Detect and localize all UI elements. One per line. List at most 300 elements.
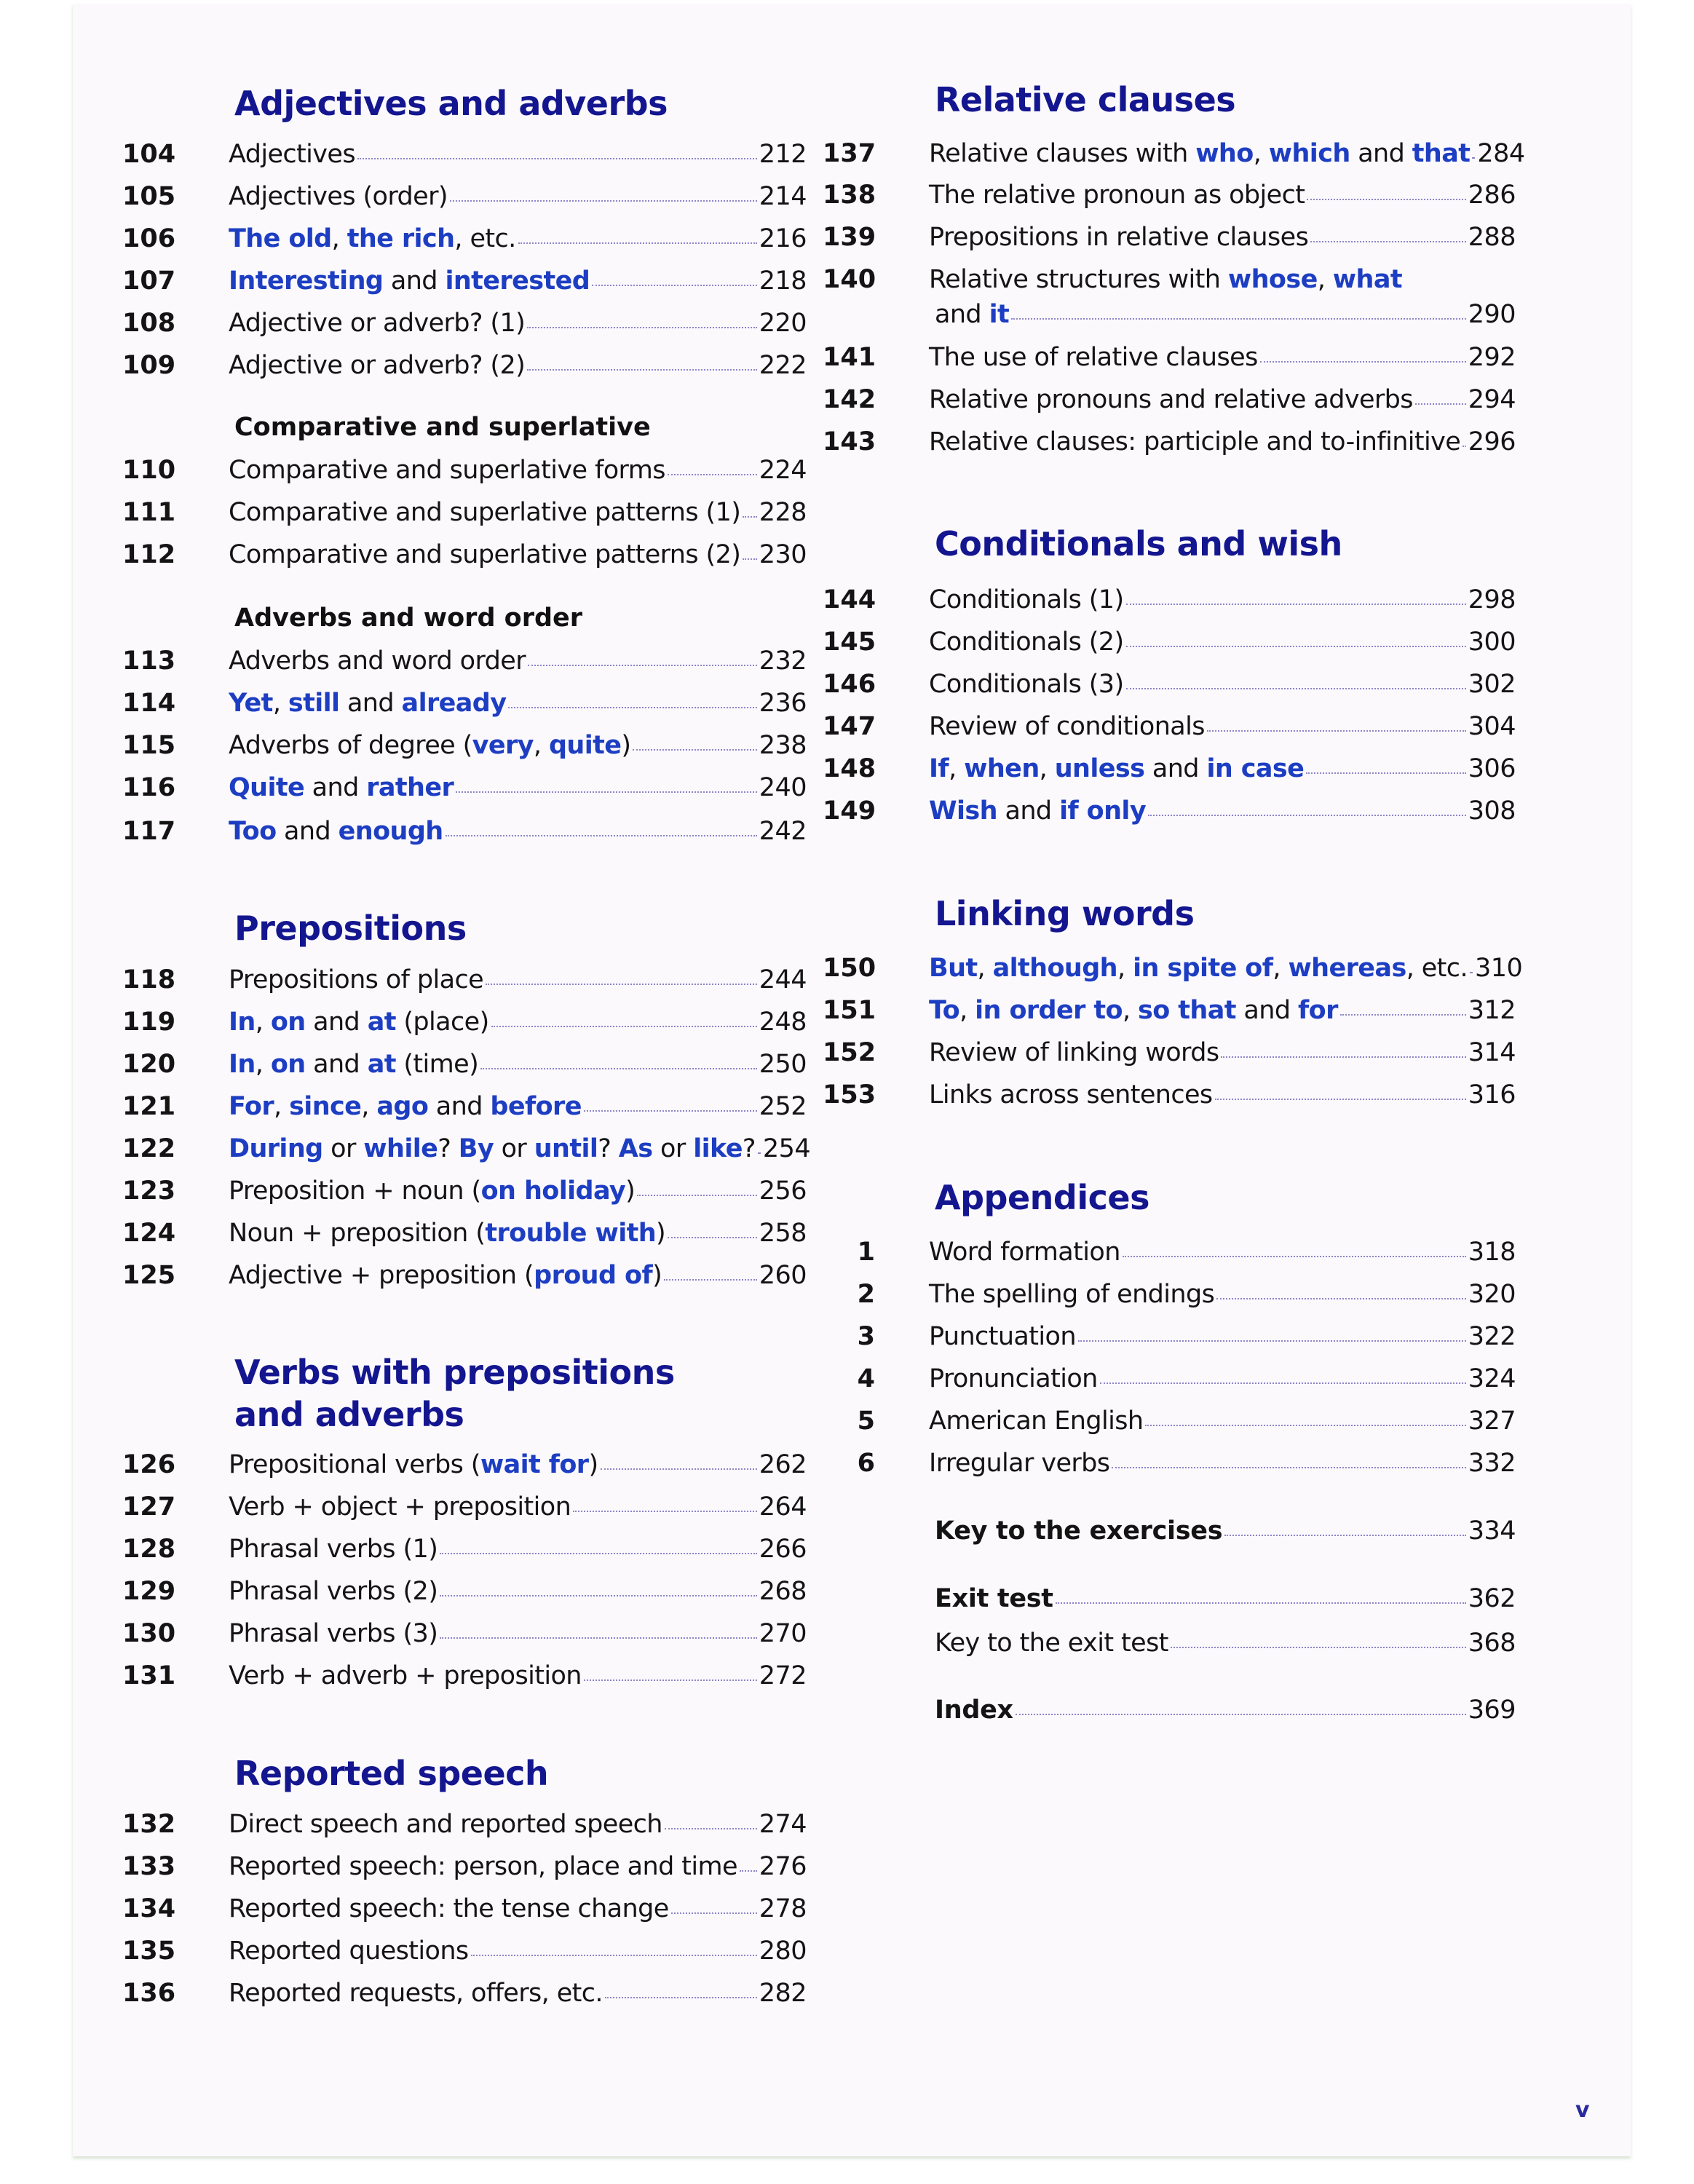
page-reference[interactable]: 302 — [1468, 670, 1516, 699]
keyword-text: very — [472, 731, 534, 760]
title-text: , — [977, 954, 993, 983]
title-text: Phrasal verbs (1) — [229, 1535, 438, 1564]
toc-entry[interactable] — [122, 645, 807, 677]
keyword-text: proud of — [534, 1261, 653, 1290]
unit-number: 147 — [823, 712, 876, 741]
toc-entry[interactable] — [122, 138, 807, 170]
keyword-text: since — [289, 1092, 362, 1121]
dot-leader — [1126, 688, 1466, 689]
page-reference[interactable]: 368 — [1468, 1629, 1516, 1658]
unit-number: 113 — [122, 646, 176, 676]
keyword-text: which — [1268, 139, 1350, 168]
page-reference[interactable]: 327 — [1468, 1406, 1516, 1436]
back-matter-title[interactable]: Key to the exit test — [935, 1629, 1168, 1658]
unit-number: 104 — [122, 140, 176, 169]
title-text: and — [276, 817, 339, 846]
page-reference[interactable]: 248 — [759, 1008, 807, 1037]
unit-title[interactable] — [229, 496, 740, 529]
page-reference[interactable]: 296 — [1468, 427, 1516, 456]
unit-title[interactable] — [229, 1217, 665, 1249]
toc-entry[interactable] — [823, 1405, 1516, 1437]
page-reference[interactable]: 278 — [759, 1894, 807, 1923]
unit-title[interactable] — [229, 138, 355, 170]
title-text: Adjective or adverb? (1) — [229, 309, 526, 338]
toc-entry[interactable] — [122, 1533, 807, 1565]
dot-leader — [1123, 1256, 1466, 1257]
toc-entry[interactable] — [823, 1037, 1516, 1069]
toc-entry[interactable] — [823, 1278, 1516, 1310]
page-reference[interactable]: 218 — [759, 266, 807, 296]
toc-entry[interactable] — [823, 1079, 1516, 1111]
page-reference[interactable]: 272 — [759, 1661, 807, 1690]
page-reference[interactable]: 238 — [759, 731, 807, 760]
unit-number: 139 — [823, 223, 876, 252]
unit-title[interactable] — [929, 221, 1308, 253]
toc-entry[interactable] — [122, 1048, 807, 1080]
toc-entry[interactable] — [823, 1236, 1516, 1268]
page-reference[interactable]: 254 — [762, 1134, 811, 1163]
toc-entry[interactable] — [823, 1363, 1516, 1395]
dot-leader — [743, 516, 756, 518]
toc-entry[interactable] — [823, 1321, 1516, 1353]
title-text: Conditionals (2) — [929, 628, 1124, 657]
unit-title[interactable] — [929, 341, 1258, 373]
title-text: Verb + object + preposition — [229, 1492, 571, 1522]
toc-entry[interactable] — [122, 1491, 807, 1523]
unit-title-continued[interactable] — [935, 298, 1009, 331]
dot-leader — [664, 1279, 757, 1281]
unit-number: 135 — [122, 1936, 176, 1966]
dot-leader — [480, 1068, 757, 1069]
keyword-text: In — [229, 1008, 256, 1037]
back-matter-entry[interactable] — [935, 1627, 1516, 1659]
dot-leader — [605, 1997, 757, 1998]
unit-number: 151 — [823, 996, 876, 1025]
title-text: , — [272, 689, 288, 718]
dot-leader — [1016, 1714, 1466, 1715]
unit-title[interactable] — [929, 584, 1124, 616]
title-text: Prepositions in relative clauses — [929, 223, 1309, 252]
title-text: The spelling of endings — [929, 1280, 1215, 1309]
toc-entry[interactable] — [122, 1808, 807, 1840]
toc-entry[interactable] — [122, 687, 807, 719]
back-matter-entry[interactable] — [935, 1583, 1516, 1615]
unit-title[interactable] — [229, 539, 740, 571]
unit-number: 150 — [823, 954, 876, 983]
keyword-text: whereas — [1288, 954, 1406, 983]
toc-entry[interactable] — [122, 1575, 807, 1607]
page-reference[interactable]: 324 — [1468, 1364, 1516, 1393]
unit-title[interactable] — [929, 711, 1205, 743]
title-text: , — [255, 1050, 271, 1079]
unit-title[interactable] — [229, 1449, 598, 1481]
keyword-text: But — [929, 954, 978, 983]
dot-leader — [1215, 1099, 1466, 1100]
toc-entry[interactable] — [122, 729, 807, 761]
title-text: Review of linking words — [929, 1038, 1219, 1067]
dot-leader — [592, 285, 756, 286]
unit-title[interactable] — [929, 1278, 1214, 1310]
title-text: Noun + preposition ( — [229, 1219, 486, 1248]
unit-title[interactable] — [929, 138, 1470, 170]
toc-entry-continuation[interactable] — [935, 298, 1516, 331]
toc-entry[interactable] — [122, 1660, 807, 1692]
page-reference[interactable]: 268 — [759, 1577, 807, 1606]
toc-entry[interactable] — [122, 1977, 807, 2009]
dot-leader — [743, 558, 756, 560]
unit-number: 140 — [823, 265, 876, 294]
toc-entry[interactable] — [122, 1217, 807, 1249]
toc-entry[interactable] — [823, 584, 1516, 616]
dot-leader — [508, 707, 756, 708]
title-text: and — [935, 300, 989, 329]
unit-title[interactable] — [229, 454, 665, 486]
page-reference[interactable]: 362 — [1468, 1584, 1516, 1613]
page-reference[interactable]: 300 — [1468, 628, 1516, 657]
unit-number: 105 — [122, 182, 176, 211]
page-reference[interactable]: 318 — [1468, 1238, 1516, 1267]
toc-entry[interactable] — [122, 1175, 807, 1207]
title-text: Relative clauses with — [929, 139, 1196, 168]
dot-leader — [573, 1511, 757, 1512]
unit-title[interactable] — [929, 626, 1124, 658]
keyword-text: in case — [1206, 754, 1305, 783]
unit-number: 130 — [122, 1619, 176, 1648]
unit-title[interactable] — [929, 952, 1468, 984]
title-text: , — [959, 996, 975, 1025]
keyword-text: on holiday — [480, 1176, 626, 1206]
unit-number: 115 — [122, 731, 176, 760]
toc-entry[interactable] — [823, 341, 1516, 373]
page-reference[interactable]: 252 — [759, 1092, 807, 1121]
toc-entry[interactable] — [122, 815, 807, 847]
toc-entry[interactable] — [122, 496, 807, 529]
dot-leader — [1100, 1382, 1466, 1384]
unit-title[interactable] — [929, 1079, 1213, 1111]
toc-entry[interactable] — [122, 539, 807, 571]
unit-title[interactable] — [229, 1618, 438, 1650]
page-reference[interactable]: 294 — [1468, 385, 1516, 414]
title-text: Direct speech and reported speech — [229, 1810, 662, 1839]
title-text: Links across sentences — [929, 1080, 1213, 1109]
toc-entry[interactable] — [122, 1091, 807, 1123]
title-text: Relative clauses: participle and to-infinitive — [929, 427, 1461, 456]
toc-entry[interactable] — [122, 964, 807, 996]
keyword-text: while — [363, 1134, 438, 1163]
page-reference[interactable]: 260 — [759, 1261, 807, 1290]
page-reference[interactable]: 220 — [759, 309, 807, 338]
toc-entry[interactable] — [122, 454, 807, 486]
dot-leader — [527, 327, 756, 328]
title-text: Reported speech: the tense change — [229, 1894, 669, 1923]
page-reference[interactable]: 322 — [1468, 1322, 1516, 1351]
toc-entry[interactable] — [823, 668, 1516, 700]
keyword-text: before — [490, 1092, 582, 1121]
unit-number: 137 — [823, 139, 876, 168]
unit-number: 128 — [122, 1535, 176, 1564]
toc-entry[interactable] — [122, 1618, 807, 1650]
dot-leader — [1472, 157, 1475, 159]
page-reference[interactable]: 284 — [1477, 139, 1525, 168]
toc-entry[interactable] — [122, 1133, 811, 1165]
unit-title[interactable] — [229, 1660, 582, 1692]
dot-leader — [357, 158, 757, 159]
keyword-text: like — [693, 1134, 743, 1163]
dot-leader — [1011, 318, 1466, 320]
page-reference[interactable]: 244 — [759, 965, 807, 994]
unit-title[interactable] — [929, 1236, 1120, 1268]
unit-title[interactable] — [229, 729, 630, 761]
toc-entry[interactable] — [823, 264, 1516, 296]
unit-title[interactable] — [929, 384, 1413, 416]
unit-title[interactable] — [929, 1037, 1219, 1069]
back-matter-entry[interactable] — [935, 1515, 1516, 1547]
toc-entry[interactable] — [122, 349, 807, 381]
dot-leader — [527, 369, 756, 371]
unit-title[interactable] — [229, 1259, 662, 1291]
title-text: American English — [929, 1406, 1144, 1436]
unit-title[interactable] — [929, 795, 1146, 827]
title-text: Adjectives — [229, 140, 355, 169]
unit-number: 132 — [122, 1810, 176, 1839]
unit-title[interactable] — [229, 223, 516, 255]
unit-title[interactable] — [929, 264, 1402, 296]
toc-entry[interactable] — [122, 1935, 807, 1967]
unit-title[interactable] — [229, 1575, 438, 1607]
toc-entry[interactable] — [823, 1447, 1516, 1479]
toc-entry[interactable] — [823, 221, 1516, 253]
dot-leader — [1340, 1014, 1466, 1016]
unit-number: 125 — [122, 1261, 176, 1290]
toc-entry[interactable] — [122, 223, 807, 255]
dot-leader — [1078, 1340, 1466, 1342]
page-reference[interactable]: 262 — [759, 1450, 807, 1479]
unit-title[interactable] — [229, 1977, 603, 2009]
keyword-text: unless — [1054, 754, 1145, 783]
dot-leader — [665, 1828, 757, 1829]
back-matter-title[interactable]: Key to the exercises — [935, 1516, 1223, 1546]
unit-title[interactable] — [229, 265, 590, 297]
title-text: , — [274, 1092, 290, 1121]
toc-entry[interactable] — [823, 711, 1516, 743]
page-reference[interactable]: 312 — [1468, 996, 1516, 1025]
page-reference[interactable]: 242 — [759, 817, 807, 846]
unit-title[interactable] — [229, 1091, 582, 1123]
toc-entry[interactable] — [122, 1449, 807, 1481]
section-heading: Conditionals and wish — [935, 524, 1342, 563]
unit-title[interactable] — [929, 1405, 1143, 1437]
unit-title[interactable] — [229, 349, 525, 381]
dot-leader — [758, 1152, 761, 1154]
page-reference[interactable]: 308 — [1468, 796, 1516, 826]
toc-entry[interactable] — [122, 181, 807, 213]
page-reference[interactable]: 290 — [1468, 300, 1516, 329]
dot-leader — [486, 984, 757, 985]
title-text: ) — [621, 731, 631, 760]
back-matter-entry[interactable] — [935, 1694, 1516, 1726]
unit-title[interactable] — [229, 1533, 438, 1565]
unit-number: 116 — [122, 773, 176, 802]
keyword-text: enough — [338, 817, 443, 846]
unit-title[interactable] — [229, 1133, 756, 1165]
unit-number: 126 — [122, 1450, 176, 1479]
page-reference[interactable]: 216 — [759, 224, 807, 253]
page-reference[interactable]: 232 — [759, 646, 807, 676]
page-reference[interactable]: 280 — [759, 1936, 807, 1966]
unit-title[interactable] — [929, 426, 1460, 458]
unit-title[interactable] — [229, 772, 454, 804]
page-reference[interactable]: 320 — [1468, 1280, 1516, 1309]
unit-number: 153 — [823, 1080, 876, 1109]
page-reference[interactable]: 214 — [759, 182, 807, 211]
keyword-text: interested — [445, 266, 590, 296]
page-reference[interactable]: 314 — [1468, 1038, 1516, 1067]
unit-number: 118 — [122, 965, 176, 994]
page-reference[interactable]: 222 — [759, 351, 807, 380]
toc-entry[interactable] — [823, 626, 1516, 658]
unit-number: 117 — [122, 817, 176, 846]
keyword-text: In — [229, 1050, 256, 1079]
page-reference[interactable]: 304 — [1468, 712, 1516, 741]
back-matter-title[interactable]: Index — [935, 1696, 1013, 1725]
toc-entry[interactable] — [122, 265, 807, 297]
page-reference[interactable]: 224 — [759, 456, 807, 485]
page-reference[interactable]: 310 — [1474, 954, 1523, 983]
page-reference[interactable]: 240 — [759, 773, 807, 802]
title-text: The use of relative clauses — [929, 343, 1258, 372]
page-reference[interactable]: 369 — [1468, 1696, 1516, 1725]
title-text: , — [1317, 265, 1333, 294]
unit-title[interactable] — [929, 1447, 1109, 1479]
title-text: , — [533, 731, 549, 760]
unit-number: 127 — [122, 1492, 176, 1522]
unit-title[interactable] — [929, 1363, 1098, 1395]
title-text: Comparative and superlative patterns (1) — [229, 498, 741, 527]
page-reference[interactable]: 332 — [1468, 1449, 1516, 1478]
title-text: Comparative and superlative patterns (2) — [229, 540, 741, 569]
page-reference[interactable]: 236 — [759, 689, 807, 718]
dot-leader — [1470, 972, 1473, 973]
title-text: and — [305, 1008, 368, 1037]
unit-title[interactable] — [229, 815, 443, 847]
title-text: Verb + adverb + preposition — [229, 1661, 582, 1690]
toc-entry[interactable] — [122, 1893, 807, 1925]
toc-entry[interactable] — [823, 753, 1516, 785]
toc-entry[interactable] — [122, 1259, 807, 1291]
dot-leader — [1224, 1535, 1465, 1536]
title-text: Adjective or adverb? (2) — [229, 351, 526, 380]
page-reference[interactable]: 264 — [759, 1492, 807, 1522]
page-reference[interactable]: 292 — [1468, 343, 1516, 372]
unit-title[interactable] — [229, 1893, 669, 1925]
unit-title[interactable] — [229, 1175, 635, 1207]
toc-entry[interactable] — [823, 952, 1523, 984]
page-reference[interactable]: 228 — [759, 498, 807, 527]
page-reference[interactable]: 298 — [1468, 585, 1516, 614]
toc-entry[interactable] — [122, 772, 807, 804]
unit-title[interactable] — [229, 1808, 662, 1840]
unit-number: 120 — [122, 1050, 176, 1079]
title-text: , — [361, 1092, 377, 1121]
page-reference[interactable]: 270 — [759, 1619, 807, 1648]
page-reference[interactable]: 266 — [759, 1535, 807, 1564]
dot-leader — [1056, 1602, 1466, 1604]
page-reference[interactable]: 276 — [759, 1852, 807, 1881]
unit-title[interactable] — [229, 1491, 571, 1523]
title-text: Adverbs and word order — [229, 646, 526, 676]
dot-leader — [491, 1026, 757, 1027]
page-reference[interactable]: 316 — [1468, 1080, 1516, 1109]
section-heading: Reported speech — [234, 1754, 549, 1793]
title-text: The relative pronoun as object — [929, 181, 1305, 210]
page-reference[interactable]: 282 — [759, 1979, 807, 2008]
page-reference[interactable]: 288 — [1468, 223, 1516, 252]
toc-entry[interactable] — [823, 994, 1516, 1026]
unit-number: 142 — [823, 385, 876, 414]
unit-title[interactable] — [929, 1321, 1076, 1353]
back-matter-title[interactable]: Exit test — [935, 1584, 1053, 1613]
title-text: and — [997, 796, 1060, 826]
page-reference[interactable]: 230 — [759, 540, 807, 569]
unit-title[interactable] — [229, 645, 526, 677]
unit-title[interactable] — [929, 668, 1124, 700]
page-reference[interactable]: 256 — [759, 1176, 807, 1206]
section-heading: Linking words — [935, 894, 1195, 933]
page-reference[interactable]: 334 — [1468, 1516, 1516, 1546]
page-reference[interactable]: 274 — [759, 1810, 807, 1839]
unit-title[interactable] — [229, 1048, 478, 1080]
toc-entry[interactable] — [823, 384, 1516, 416]
unit-title[interactable] — [229, 1935, 469, 1967]
toc-entry[interactable] — [122, 1006, 807, 1038]
unit-title[interactable] — [229, 181, 448, 213]
keyword-text: Too — [229, 817, 277, 846]
title-text: ) — [588, 1450, 598, 1479]
page-reference[interactable]: 258 — [759, 1219, 807, 1248]
title-text: , — [331, 224, 347, 253]
unit-title[interactable] — [229, 1851, 737, 1883]
dot-leader — [668, 474, 757, 475]
unit-title[interactable] — [929, 753, 1304, 785]
toc-entry[interactable] — [823, 179, 1516, 211]
title-text: Relative structures with — [929, 265, 1228, 294]
title-text: and — [339, 689, 402, 718]
unit-title[interactable] — [229, 687, 506, 719]
title-text: , — [1273, 954, 1289, 983]
title-text: and — [383, 266, 446, 296]
unit-title[interactable] — [929, 179, 1305, 211]
unit-title[interactable] — [229, 307, 525, 339]
page-reference[interactable]: 306 — [1468, 754, 1516, 783]
toc-entry[interactable] — [122, 307, 807, 339]
title-text: and — [305, 1050, 368, 1079]
toc-entry[interactable] — [823, 138, 1525, 170]
toc-entry[interactable] — [122, 1851, 807, 1883]
page-reference[interactable]: 250 — [759, 1050, 807, 1079]
unit-title[interactable] — [929, 994, 1338, 1026]
unit-title[interactable] — [229, 964, 483, 996]
title-text: , — [255, 1008, 271, 1037]
unit-number: 112 — [122, 540, 176, 569]
unit-number: 111 — [122, 498, 176, 527]
toc-entry[interactable] — [823, 426, 1516, 458]
unit-number: 106 — [122, 224, 176, 253]
unit-title[interactable] — [229, 1006, 489, 1038]
page-reference[interactable]: 212 — [759, 140, 807, 169]
keyword-text: so that — [1138, 996, 1236, 1025]
page-reference[interactable]: 286 — [1468, 181, 1516, 210]
toc-entry[interactable] — [823, 795, 1516, 827]
